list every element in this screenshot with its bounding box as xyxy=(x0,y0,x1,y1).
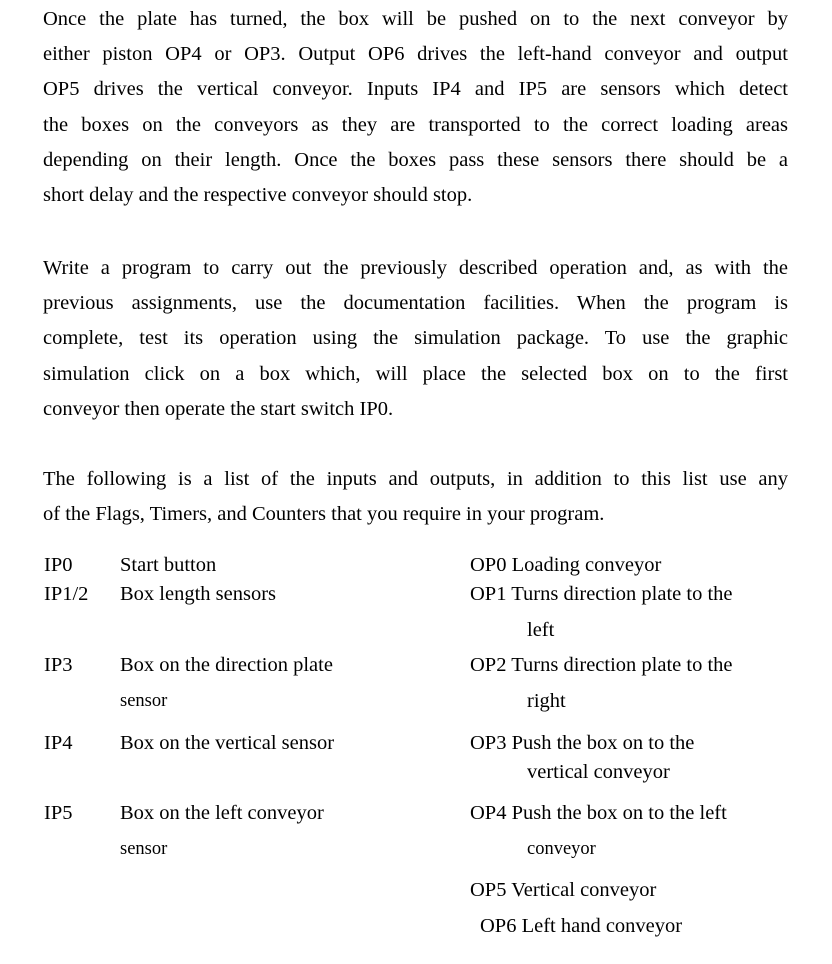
text-line: short delay and the respective conveyor should stop. xyxy=(43,184,473,207)
input-description: Box on the direction plate xyxy=(120,654,333,676)
text-line: Once the plate has turned, the box will be pushed on to the next conveyor by xyxy=(43,8,788,30)
input-description: Box on the left conveyor xyxy=(120,802,324,824)
paragraph-operation-description xyxy=(43,2,788,213)
text-line: either piston OP4 or OP3. Output OP6 drives the left-hand conveyor and output xyxy=(43,43,788,66)
paragraph-program-instructions xyxy=(43,251,788,427)
input-description: Box on the vertical sensor xyxy=(120,732,335,754)
input-code: IP0 xyxy=(44,554,73,576)
input-description-continued: sensor xyxy=(120,839,168,859)
output-item: OP1 Turns direction plate to the xyxy=(470,583,733,605)
output-item-continued: vertical conveyor xyxy=(527,761,670,783)
input-description: Box length sensors xyxy=(120,583,277,605)
text-line: depending on their length. Once the boxes pass these sensors there should be a xyxy=(43,148,788,171)
output-item: OP6 Left hand conveyor xyxy=(480,915,683,937)
output-item-continued: left xyxy=(527,619,555,641)
text-line: conveyor then operate the start switch IP0. xyxy=(43,397,394,420)
input-code: IP3 xyxy=(44,654,73,676)
input-code: IP4 xyxy=(44,732,73,754)
output-item: OP3 Push the box on to the xyxy=(470,732,695,754)
input-code: IP5 xyxy=(44,802,73,824)
text-line: The following is a list of the inputs and outputs, in addition to this list use any xyxy=(43,468,788,490)
text-line: simulation click on a box which, will place the selected box on to the first xyxy=(43,362,788,385)
output-item: OP0 Loading conveyor xyxy=(470,554,662,576)
output-item: OP5 Vertical conveyor xyxy=(470,879,657,901)
output-item: OP2 Turns direction plate to the xyxy=(470,654,733,676)
text-line: Write a program to carry out the previously described operation and, as with the xyxy=(43,257,788,279)
output-item: OP4 Push the box on to the left xyxy=(470,802,727,824)
paragraph-io-intro xyxy=(43,462,788,532)
text-line: of the Flags, Timers, and Counters that you require in your program. xyxy=(43,503,605,526)
text-line: the boxes on the conveyors as they are transported to the correct loading areas xyxy=(43,113,788,136)
output-item-continued: conveyor xyxy=(527,839,596,859)
input-description-continued: sensor xyxy=(120,691,168,711)
text-line: OP5 drives the vertical conveyor. Inputs IP4 and IP5 are sensors which detect xyxy=(43,78,788,101)
text-line: complete, test its operation using the simulation package. To use the graphic xyxy=(43,327,788,350)
input-description: Start button xyxy=(120,554,217,576)
input-code: IP1/2 xyxy=(44,583,89,605)
output-item-continued: right xyxy=(527,690,566,712)
text-line: previous assignments, use the documentation facilities. When the program is xyxy=(43,292,788,315)
